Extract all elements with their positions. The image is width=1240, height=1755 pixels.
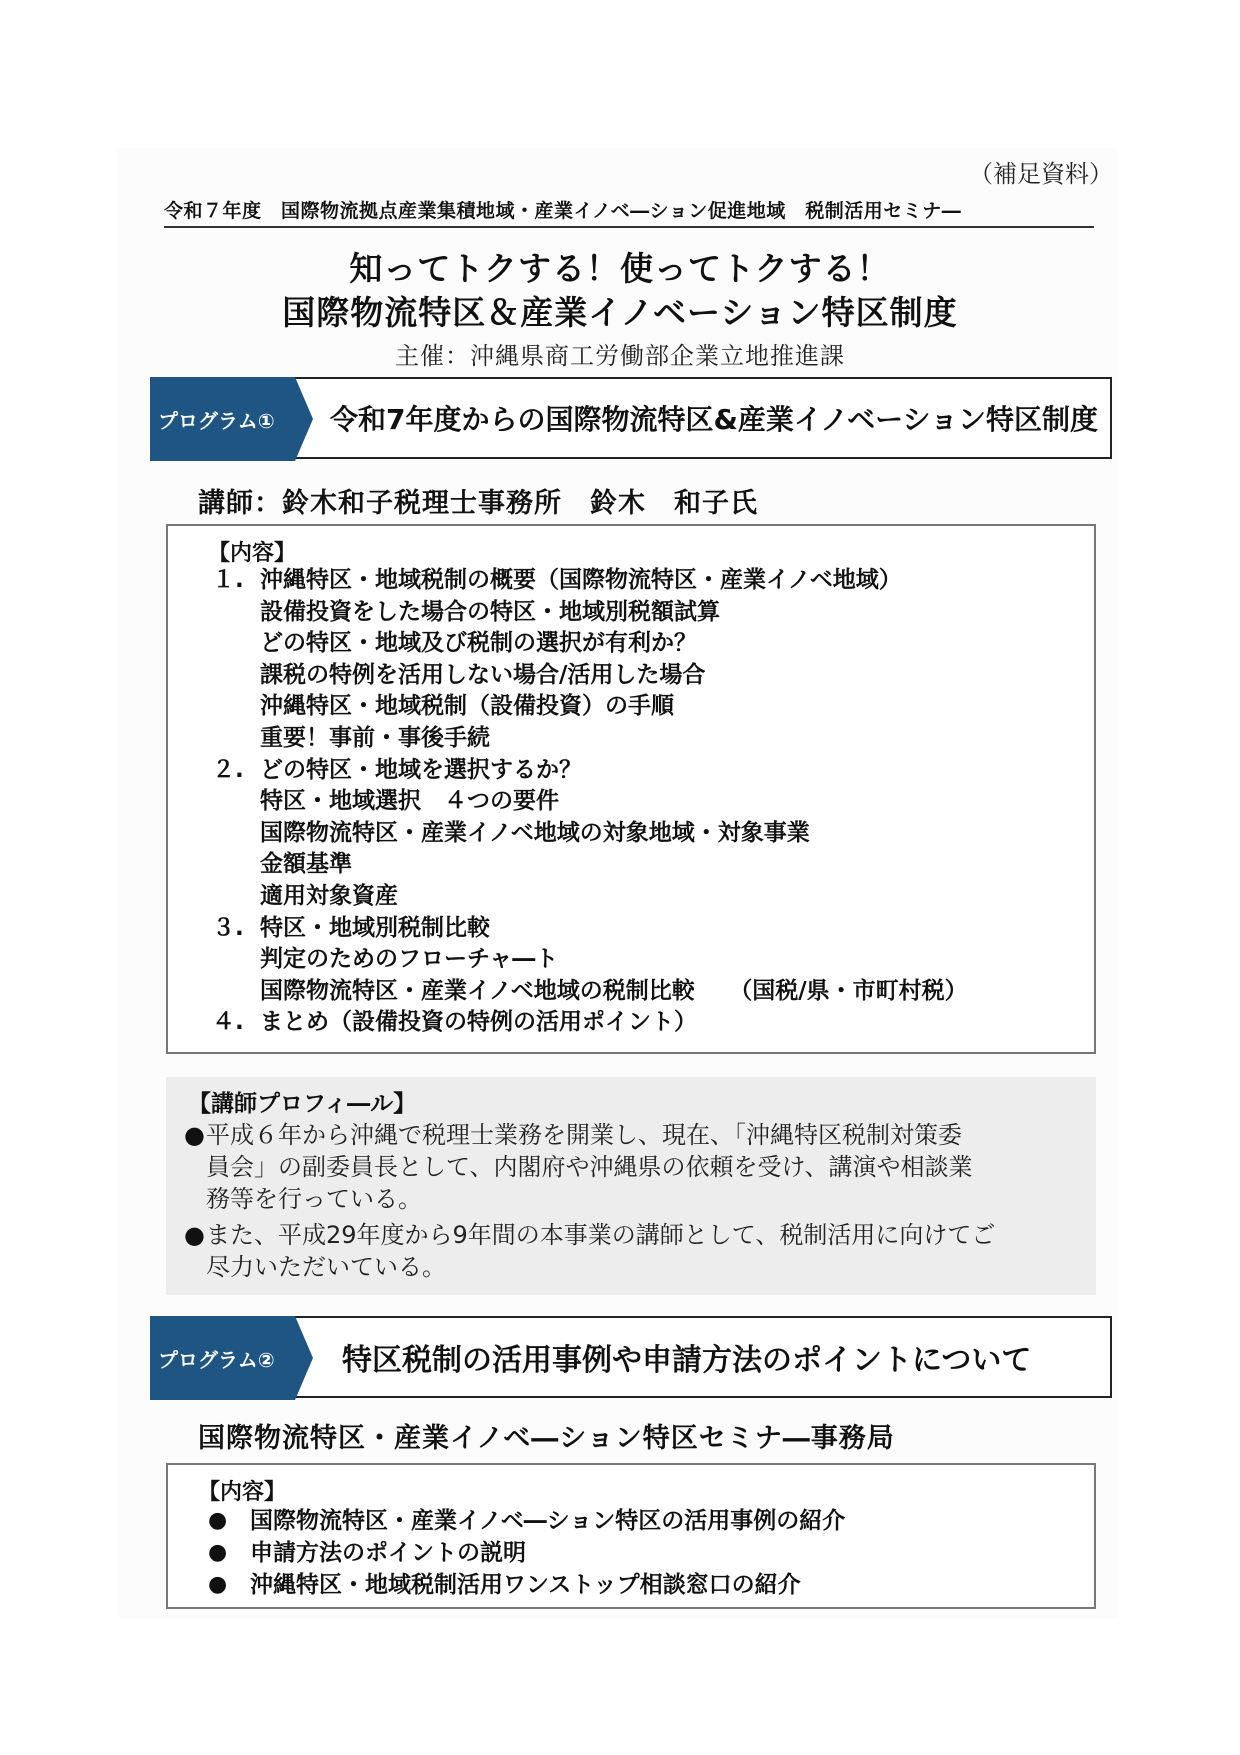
program2-title: 特区税制の活用事例や申請方法のポイントについて: [342, 1343, 1032, 1378]
program1-item-line: まとめ（設備投資の特例の活用ポイント）: [260, 1009, 697, 1036]
bullet-icon: ●: [208, 1508, 228, 1533]
seminar-name: 令和７年度 国際物流拠点産業集積地域・産業イノベ―ション促進地域 税制活用セミナ―: [164, 196, 1094, 228]
program1-tag: プログラム①: [150, 377, 295, 461]
host-organization: 主催：沖縄県商工労働部企業立地推進課: [395, 342, 845, 370]
bullet-icon: ●: [184, 1221, 205, 1249]
profile-line: 務等を行っている。: [206, 1185, 422, 1213]
program1-content-heading: 【内容】: [208, 541, 297, 566]
program2-lecturer: 国際物流特区・産業イノベ―ション特区セミナ―事務局: [198, 1423, 895, 1454]
program1-item-line: 国際物流特区・産業イノベ地域の対象地域・対象事業: [260, 819, 810, 846]
profile-heading: 【講師プロフィ―ル】: [188, 1091, 417, 1117]
program2-item: 国際物流特区・産業イノベ―ション特区の活用事例の紹介: [250, 1508, 846, 1534]
program1-item-line: 金額基準: [260, 851, 352, 878]
program1-item-line: 特区・地域選択 ４つの要件: [260, 788, 559, 815]
program1-item-line: どの特区・地域を選択するか？: [260, 756, 582, 783]
program1-item-number: １.: [212, 567, 244, 593]
program1-item-line: どの特区・地域及び税制の選択が有利か？: [260, 630, 697, 657]
program1-item-number: ３.: [212, 914, 244, 941]
bullet-icon: ●: [208, 1572, 228, 1597]
program1-item-number: ２.: [212, 756, 244, 783]
program1-lecturer: 講師：鈴木和子税理士事務所 鈴木 和子氏: [198, 488, 758, 519]
program1-banner: [150, 377, 1112, 459]
bullet-icon: ●: [184, 1121, 205, 1149]
program1-content-box: [166, 524, 1096, 1054]
program1-arrow-icon: [295, 377, 313, 461]
profile-line: 尽力いただいている。: [206, 1253, 446, 1281]
program2-content-heading: 【内容】: [198, 1480, 287, 1505]
profile-line: また、平成29年度から9年間の本事業の講師として、税制活用に向けてご: [206, 1221, 996, 1249]
profile-line: 員会」の副委員長として、内閣府や沖縄県の依頼を受け、講演や相談業: [206, 1153, 973, 1181]
program1-item-line: 重要！事前・事後手続: [260, 725, 490, 751]
program2-banner: [150, 1316, 1112, 1398]
profile-line: 平成６年から沖縄で税理士業務を開業し、現在、「沖縄特区税制対策委: [206, 1121, 962, 1149]
main-title-line1: 知ってトクする！使ってトクする！: [349, 249, 891, 288]
program2-item: 沖縄特区・地域税制活用ワンストップ相談窓口の紹介: [250, 1572, 801, 1598]
lecturer-profile: [166, 1077, 1096, 1295]
program2-tag: プログラム②: [150, 1316, 295, 1400]
program1-item-line: 沖縄特区・地域税制の概要（国際物流特区・産業イノベ地域）: [260, 567, 902, 593]
main-title-line2: 国際物流特区＆産業イノベーション特区制度: [282, 293, 958, 332]
program1-item-line: 判定のためのフローチャ―ト: [260, 946, 559, 973]
program1-item-line: 国際物流特区・産業イノベ地域の税制比較 （国税/県・市町村税）: [260, 977, 968, 1004]
program2-arrow-icon: [295, 1316, 313, 1400]
program1-item-line: 沖縄特区・地域税制（設備投資）の手順: [260, 693, 674, 720]
supplement-label: （補足資料）: [969, 160, 1113, 188]
bullet-icon: ●: [208, 1540, 228, 1565]
program1-item-line: 課税の特例を活用しない場合/活用した場合: [260, 661, 706, 688]
program1-item-line: 特区・地域別税制比較: [260, 914, 490, 941]
program2-content-box: [166, 1463, 1096, 1609]
program1-item-number: ４.: [212, 1009, 244, 1036]
program2-item: 申請方法のポイントの説明: [250, 1540, 526, 1566]
program1-item-line: 設備投資をした場合の特区・地域別税額試算: [260, 598, 720, 625]
program1-item-line: 適用対象資産: [260, 883, 398, 909]
program1-title: 令和7年度からの国際物流特区&産業イノベーション特区制度: [330, 403, 1098, 436]
